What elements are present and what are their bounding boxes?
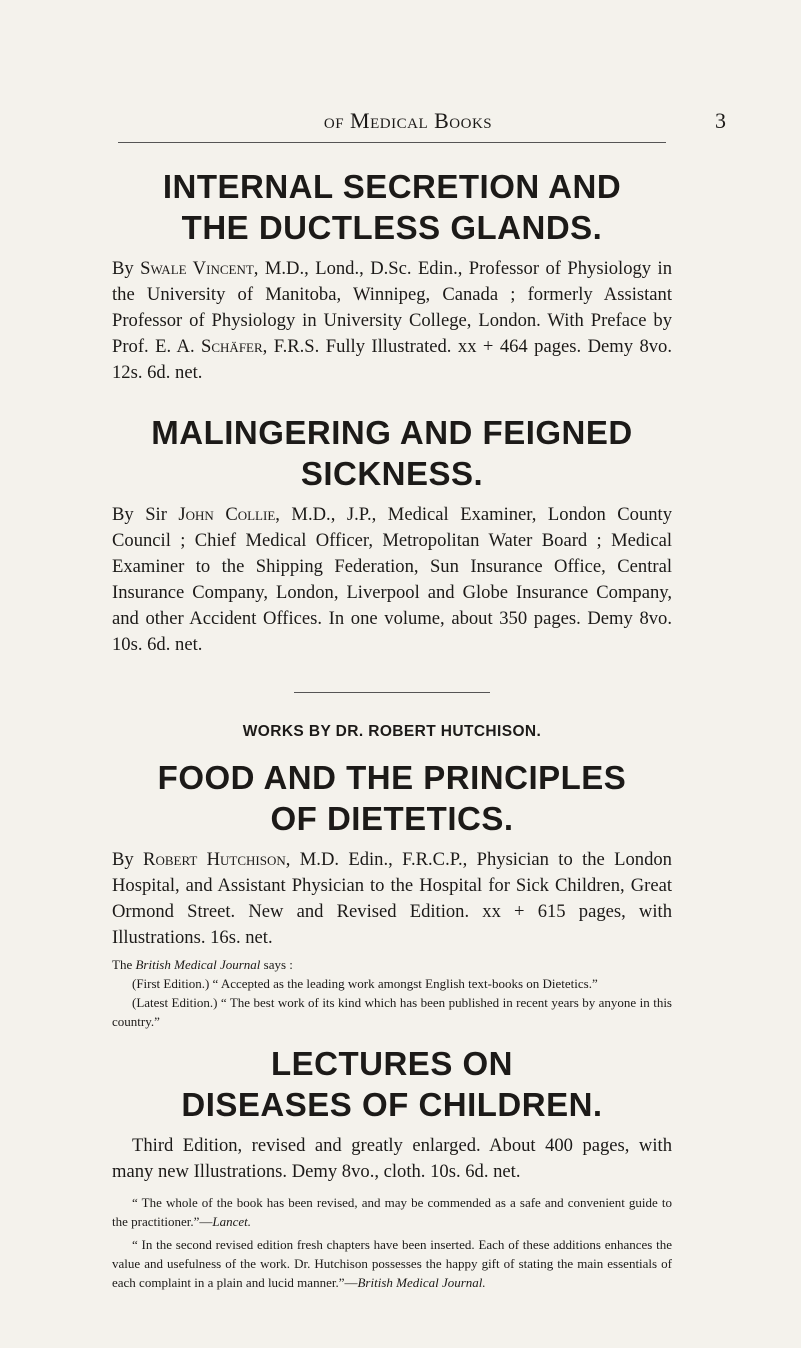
review-source: British Medical Journal. — [357, 1275, 486, 1290]
works-heading: WORKS BY DR. ROBERT HUTCHISON. — [242, 723, 542, 740]
book3-description: , M.D. Edin., F.R.C.P., Physician to the London Hospital, and Assistant Physician to the Hospital for Sick Children, Great Ormond Street. New and Revised Edition. xx + 615 pages, with Illustrations. 16s. net. — [112, 849, 672, 948]
review-source: British Medical Journal — [135, 957, 261, 972]
book3-review-first-edition: (First Edition.) “ Accepted as the leading work amongst English text-books on Dietetics.” — [132, 976, 598, 991]
book1-preface-author: Schäfer — [201, 336, 263, 357]
book4-review-bmj — [112, 1235, 672, 1292]
page-content — [112, 150, 672, 1292]
book1-description: , M.D., Lond., D.Sc. Edin., Professor of Physiology in the University of Manitoba, Winnipeg, Canada ; formerly Assistant Professor of Physiology in University College, London. With Preface by Prof. E. A. — [112, 258, 672, 357]
book1-title-line1: INTERNAL SECRETION AND — [162, 168, 622, 205]
book2-entry — [112, 502, 672, 658]
review-text: “ The whole of the book has been revised, and may be commended as a safe and convenient guide to the practitioner.”— — [112, 1195, 672, 1229]
running-head — [90, 108, 726, 138]
review-intro-suffix: says : — [260, 957, 293, 972]
book3-title-line1: FOOD AND THE PRINCIPLES — [157, 759, 627, 796]
review-text: “ In the second revised edition fresh chapters have been inserted. Each of these additions enhances the value and usefulness of the work. Dr. Hutchison possesses the happy gift of stating the main essentials of each complaint in a plain and lucid manner.”— — [112, 1237, 672, 1290]
book1-entry — [112, 256, 672, 386]
review-source: Lancet. — [212, 1214, 251, 1229]
book2-title-line1: MALINGERING AND FEIGNED — [151, 414, 633, 451]
book1-author: Swale Vincent — [140, 258, 254, 279]
book4-description: Third Edition, revised and greatly enlarged. About 400 pages, with many new Illustrations. Demy 8vo., cloth. 10s. 6d. net. — [112, 1135, 672, 1182]
book2-author: John Collie — [178, 504, 276, 525]
running-title: of Medical Books — [323, 108, 493, 133]
book1-by: By — [112, 258, 134, 279]
book3-title-line2: OF DIETETICS. — [270, 800, 514, 837]
book3-author: Robert Hutchison — [143, 849, 286, 870]
book2-title-line2: SICKNESS. — [300, 455, 484, 492]
page-number: 3 — [715, 108, 726, 133]
book3-entry — [112, 847, 672, 951]
book4-review-lancet — [112, 1193, 672, 1231]
book3-review-intro — [112, 955, 672, 974]
review-intro-prefix: The — [112, 957, 136, 972]
book1-details: , F.R.S. Fully Illustrated. xx + 464 pages. Demy 8vo. 12s. 6d. net. — [112, 336, 672, 383]
book3-review-latest-edition: (Latest Edition.) “ The best work of its kind which has been published in recent years by anyone in this country.” — [112, 995, 672, 1029]
header-rule — [118, 142, 666, 143]
book3-by: By — [112, 849, 134, 870]
book1-title-line2: THE DUCTLESS GLANDS. — [181, 209, 603, 246]
book2-by: By Sir — [112, 504, 167, 525]
book2-description: , M.D., J.P., Medical Examiner, London County Council ; Chief Medical Officer, Metropolitan Water Board ; Medical Examiner to the Shipping Federation, Sun Insurance Office, Central Insurance Company, London, Liverpool and Globe Insurance Company, and other Accident Offices. In one volume, about 350 pages. Demy 8vo. 10s. 6d. net. — [112, 504, 673, 655]
book4-title-line1: LECTURES ON — [270, 1045, 513, 1082]
book4-title-line2: DISEASES OF CHILDREN. — [181, 1086, 603, 1123]
